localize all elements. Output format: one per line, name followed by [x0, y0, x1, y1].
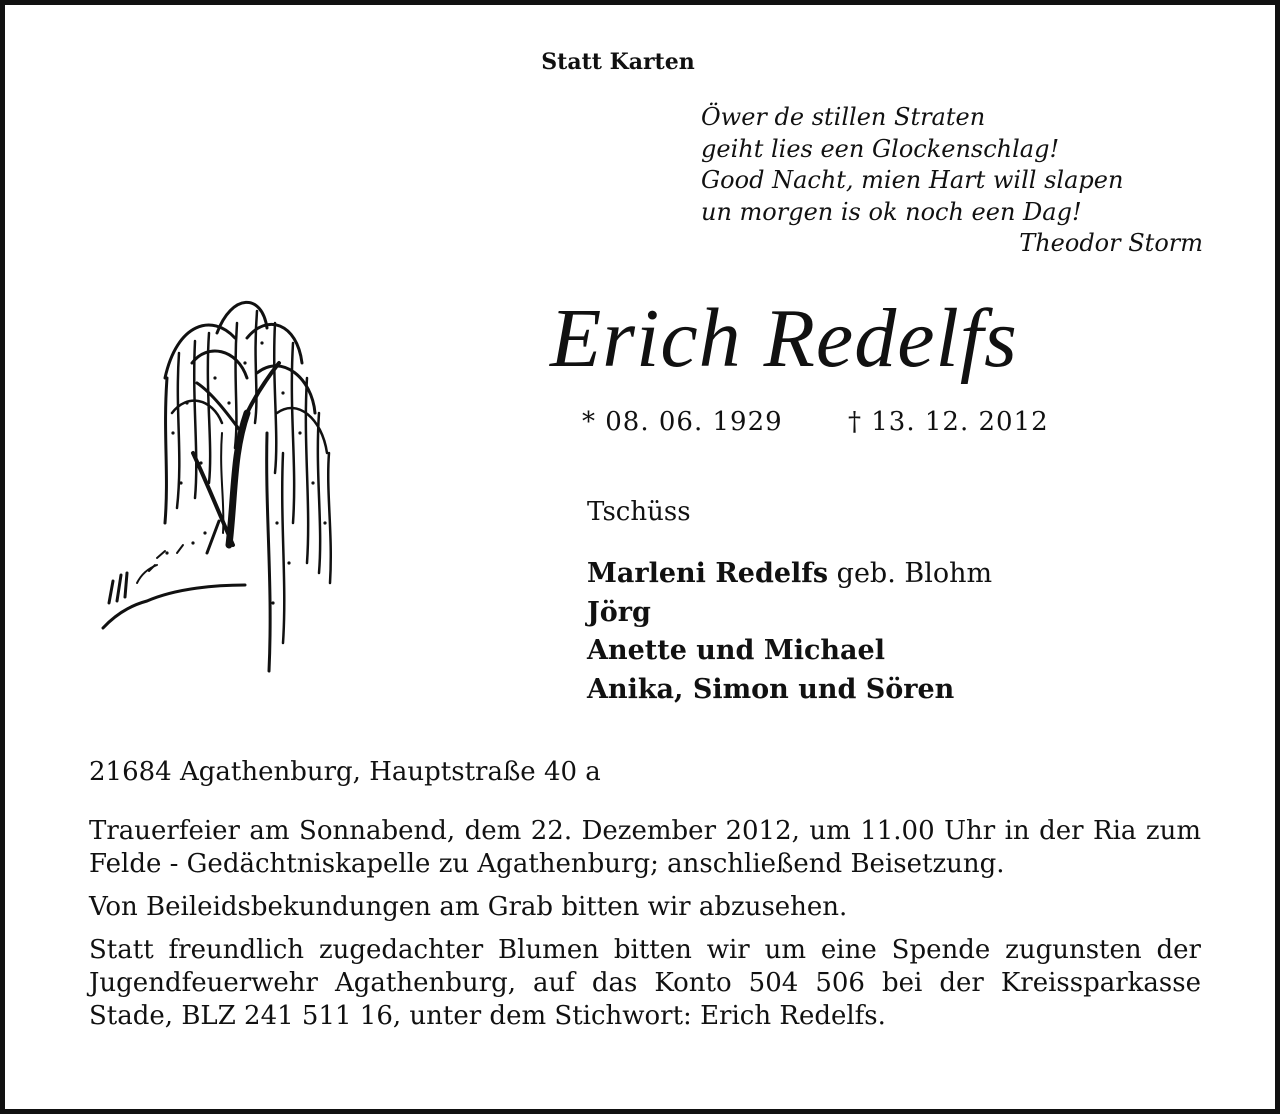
mourner-name: Anika, Simon und Sören	[587, 673, 955, 705]
poem	[701, 102, 1203, 260]
mourners-list	[587, 555, 992, 709]
mourner	[587, 632, 992, 671]
mourner	[587, 594, 992, 633]
deceased-name: Erich Redelfs	[550, 292, 1018, 385]
farewell: Tschüss	[587, 497, 691, 527]
poem-line: Good Nacht, mien Hart will slapen	[701, 166, 1124, 194]
mourner	[587, 671, 992, 710]
mourner	[587, 555, 992, 594]
poem-line: un morgen is ok noch een Dag!	[701, 197, 1082, 226]
funeral-paragraph: Trauerfeier am Sonnabend, dem 22. Dezember 2012, um 11.00 Uhr in der Ria zum Felde - Gedächtniskapelle zu Agathenburg; anschließend Beisetzung.	[89, 816, 1201, 879]
notice-text	[89, 815, 1201, 1043]
mourner-name: Anette und Michael	[587, 635, 885, 666]
poem-line: Öwer de stillen Straten	[701, 103, 986, 131]
death-date: † 13. 12. 2012	[848, 407, 1049, 437]
weeping-willow-icon	[97, 283, 352, 678]
poem-author: Theodor Storm	[1019, 229, 1203, 257]
mourner-note: geb. Blohm	[828, 558, 993, 589]
mourner-name: Jörg	[587, 596, 651, 628]
header-statt-karten: Statt Karten	[541, 49, 695, 75]
poem-line: geiht lies een Glockenschlag!	[701, 134, 1060, 163]
condolence-paragraph: Von Beileidsbekundungen am Grab bitten wir abzusehen.	[89, 892, 848, 922]
birth-date: * 08. 06. 1929	[582, 407, 783, 437]
mourner-name: Marleni Redelfs	[587, 558, 829, 589]
address: 21684 Agathenburg, Hauptstraße 40 a	[89, 757, 601, 787]
donation-paragraph: Statt freundlich zugedachter Blumen bitten wir um eine Spende zugunsten der Jugendfeuerwehr Agathenburg, auf das Konto 504 506 bei der Kreissparkasse Stade, BLZ 241 511 16, unter dem Stichwort: Erich Redelfs.	[89, 935, 1201, 1031]
